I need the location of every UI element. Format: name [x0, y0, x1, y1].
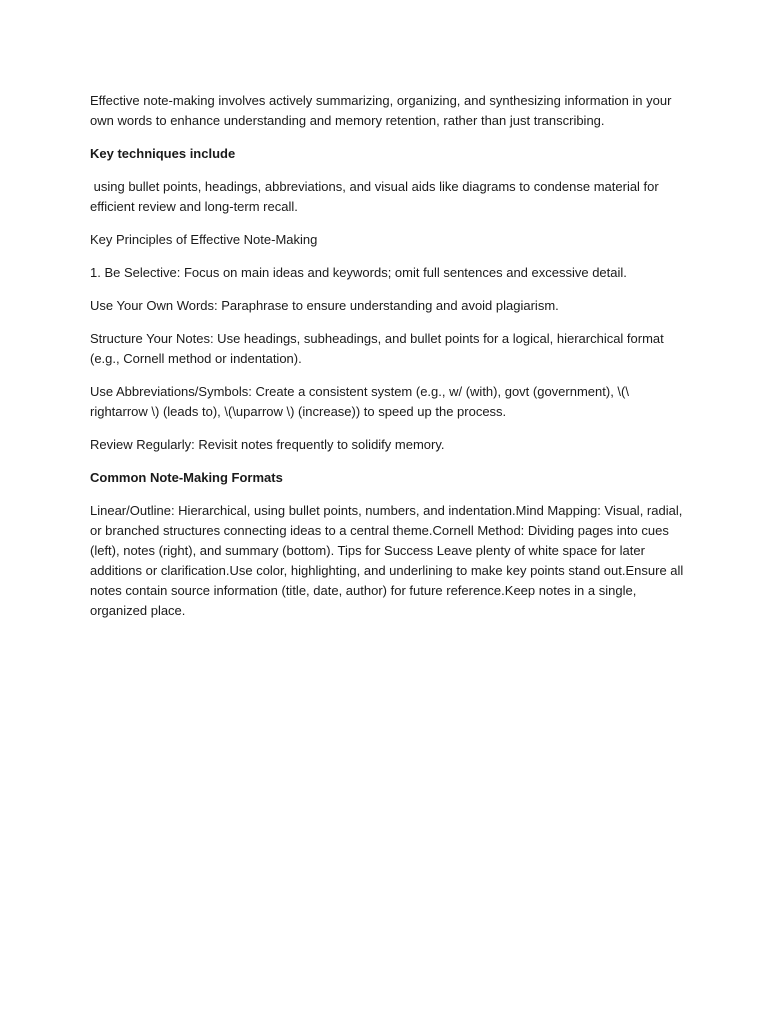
principle-review: Review Regularly: Revisit notes frequently to solidify memory. [90, 437, 445, 452]
key-techniques-heading: Key techniques include [90, 146, 236, 161]
principle-structure: Structure Your Notes: Use headings, subheadings, and bullet points for a logical, hierarchical format (e.g., Cornell method or indentation). [90, 331, 668, 366]
intro-paragraph: Effective note-making involves actively summarizing, organizing, and synthesizing information in your own words to enhance understanding and memory retention, rather than just transcribing. [90, 93, 676, 128]
principle-own-words: Use Your Own Words: Paraphrase to ensure understanding and avoid plagiarism. [90, 298, 559, 313]
principle-abbreviations: Use Abbreviations/Symbols: Create a consistent system (e.g., w/ (with), govt (government), \(\ rightarrow \) (leads to), \(\uparrow \) (increase)) to speed up the process. [90, 384, 633, 419]
formats-paragraph: Linear/Outline: Hierarchical, using bullet points, numbers, and indentation.Mind Mapping: Visual, radial, or branched structures connecting ideas to a central theme.Cornell Method: Dividing pages into cues (left), notes (right), and summary (bottom). Tips for Success Leave plenty of white space for later additions or clarification.Use color, highlighting, and underlining to make key points stand out.Ensure all notes contain source information (title, date, author) for future reference.Keep notes in a single, organized place. [90, 503, 687, 618]
document-page [90, 91, 690, 634]
principle-be-selective: 1. Be Selective: Focus on main ideas and keywords; omit full sentences and excessive detail. [90, 265, 627, 280]
key-techniques-paragraph: using bullet points, headings, abbreviations, and visual aids like diagrams to condense material for efficient review and long-term recall. [90, 179, 663, 214]
formats-heading: Common Note-Making Formats [90, 470, 283, 485]
key-principles-heading: Key Principles of Effective Note-Making [90, 232, 318, 247]
